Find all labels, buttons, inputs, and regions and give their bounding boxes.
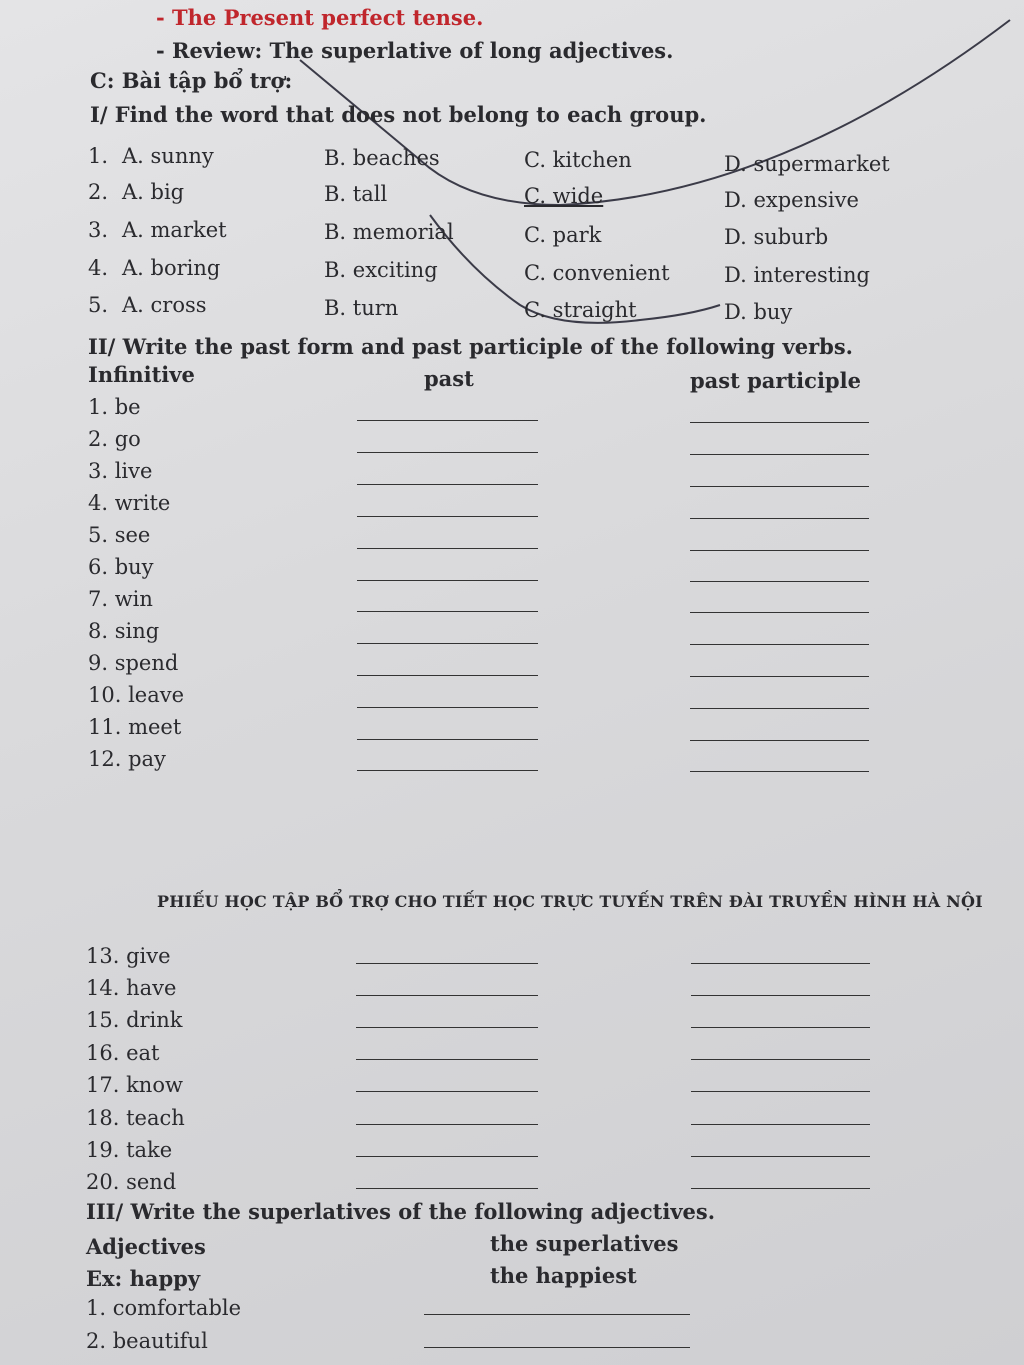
- past-blank[interactable]: [356, 1027, 538, 1028]
- superlative-blank[interactable]: [424, 1347, 690, 1348]
- participle-blank[interactable]: [690, 581, 869, 582]
- option-c: C. kitchen: [524, 148, 632, 172]
- verb-item: 12. pay: [88, 747, 166, 771]
- verb-item: 8. sing: [88, 619, 160, 643]
- past-blank[interactable]: [357, 739, 538, 740]
- option-b: B. tall: [324, 182, 388, 206]
- past-blank[interactable]: [357, 420, 538, 421]
- example-superlative: the happiest: [490, 1263, 637, 1288]
- participle-blank[interactable]: [690, 486, 869, 487]
- past-blank[interactable]: [356, 995, 538, 996]
- verb-item: 20. send: [86, 1170, 177, 1194]
- verb-item: 19. take: [86, 1138, 173, 1162]
- option-a: A. market: [122, 218, 227, 242]
- option-b: B. exciting: [324, 258, 438, 282]
- participle-blank[interactable]: [690, 708, 869, 709]
- part2-title: II/ Write the past form and past participle of the following verbs.: [88, 334, 853, 359]
- verb-item: 2. go: [88, 427, 141, 451]
- col-adjectives: Adjectives: [86, 1234, 206, 1259]
- participle-blank[interactable]: [690, 612, 869, 613]
- participle-blank[interactable]: [691, 1027, 870, 1028]
- option-a: A. sunny: [122, 144, 214, 168]
- option-a: A. cross: [122, 293, 207, 317]
- past-blank[interactable]: [356, 1188, 538, 1189]
- participle-blank[interactable]: [691, 1059, 870, 1060]
- participle-blank[interactable]: [690, 644, 869, 645]
- option-d: D. expensive: [724, 188, 859, 212]
- verb-item: 18. teach: [86, 1106, 185, 1130]
- verb-item: 13. give: [86, 944, 171, 968]
- past-blank[interactable]: [357, 516, 538, 517]
- worksheet-banner: PHIẾU HỌC TẬP BỔ TRỢ CHO TIẾT HỌC TRỰC TUYẾN TRÊN ĐÀI TRUYỀN HÌNH HÀ NỘI: [157, 892, 983, 911]
- col-past-participle: past participle: [690, 368, 861, 393]
- participle-blank[interactable]: [691, 995, 870, 996]
- option-c: C. straight: [524, 298, 637, 322]
- participle-blank[interactable]: [691, 963, 870, 964]
- option-d: D. interesting: [724, 263, 870, 287]
- row-number: 2.: [88, 180, 109, 204]
- option-c: C. park: [524, 223, 602, 247]
- verb-item: 16. eat: [86, 1041, 160, 1065]
- past-blank[interactable]: [357, 611, 538, 612]
- past-blank[interactable]: [357, 675, 538, 676]
- col-infinitive: Infinitive: [88, 362, 195, 387]
- section-c-heading: C: Bài tập bổ trợ:: [90, 68, 293, 93]
- past-blank[interactable]: [356, 1124, 538, 1125]
- verb-item: 15. drink: [86, 1008, 183, 1032]
- past-blank[interactable]: [356, 963, 538, 964]
- past-blank[interactable]: [357, 452, 538, 453]
- verb-item: 7. win: [88, 587, 153, 611]
- past-blank[interactable]: [357, 484, 538, 485]
- adjective-item: 1. comfortable: [86, 1296, 242, 1320]
- participle-blank[interactable]: [690, 550, 869, 551]
- col-superlatives: the superlatives: [490, 1231, 679, 1256]
- verb-item: 4. write: [88, 491, 171, 515]
- part3-title: III/ Write the superlatives of the following adjectives.: [86, 1199, 716, 1224]
- participle-blank[interactable]: [690, 771, 869, 772]
- past-blank[interactable]: [357, 643, 538, 644]
- participle-blank[interactable]: [690, 676, 869, 677]
- verb-item: 14. have: [86, 976, 177, 1000]
- adjective-item: 2. beautiful: [86, 1329, 208, 1353]
- verb-item: 17. know: [86, 1073, 183, 1097]
- participle-blank[interactable]: [691, 1156, 870, 1157]
- superlative-blank[interactable]: [424, 1314, 690, 1315]
- col-past: past: [424, 366, 474, 391]
- past-blank[interactable]: [357, 707, 538, 708]
- row-number: 5.: [88, 293, 109, 317]
- option-c: C. convenient: [524, 261, 670, 285]
- option-b: B. beaches: [324, 146, 440, 170]
- option-a: A. boring: [122, 256, 221, 280]
- verb-item: 6. buy: [88, 555, 154, 579]
- option-d: D. suburb: [724, 225, 829, 249]
- topic-present-perfect: - The Present perfect tense.: [156, 5, 484, 30]
- verb-item: 10. leave: [88, 683, 185, 707]
- row-number: 1.: [88, 144, 109, 168]
- option-a: A. big: [122, 180, 185, 204]
- topic-review-superlative: - Review: The superlative of long adjectives.: [156, 38, 674, 63]
- part1-title: I/ Find the word that does not belong to each group.: [90, 102, 707, 127]
- verb-item: 1. be: [88, 395, 141, 419]
- past-blank[interactable]: [357, 580, 538, 581]
- participle-blank[interactable]: [690, 740, 869, 741]
- participle-blank[interactable]: [690, 454, 869, 455]
- option-d: D. buy: [724, 300, 793, 324]
- option-b: B. memorial: [324, 220, 454, 244]
- example-adjective: Ex: happy: [86, 1266, 201, 1291]
- participle-blank[interactable]: [691, 1124, 870, 1125]
- verb-item: 9. spend: [88, 651, 179, 675]
- row-number: 4.: [88, 256, 109, 280]
- past-blank[interactable]: [357, 548, 538, 549]
- participle-blank[interactable]: [690, 422, 869, 423]
- participle-blank[interactable]: [691, 1091, 870, 1092]
- participle-blank[interactable]: [690, 518, 869, 519]
- past-blank[interactable]: [357, 770, 538, 771]
- participle-blank[interactable]: [691, 1188, 870, 1189]
- past-blank[interactable]: [356, 1059, 538, 1060]
- past-blank[interactable]: [356, 1156, 538, 1157]
- past-blank[interactable]: [356, 1091, 538, 1092]
- verb-item: 3. live: [88, 459, 153, 483]
- verb-item: 11. meet: [88, 715, 182, 739]
- option-c: C. wide: [524, 184, 604, 208]
- verb-item: 5. see: [88, 523, 151, 547]
- option-b: B. turn: [324, 296, 399, 320]
- option-d: D. supermarket: [724, 152, 890, 176]
- row-number: 3.: [88, 218, 109, 242]
